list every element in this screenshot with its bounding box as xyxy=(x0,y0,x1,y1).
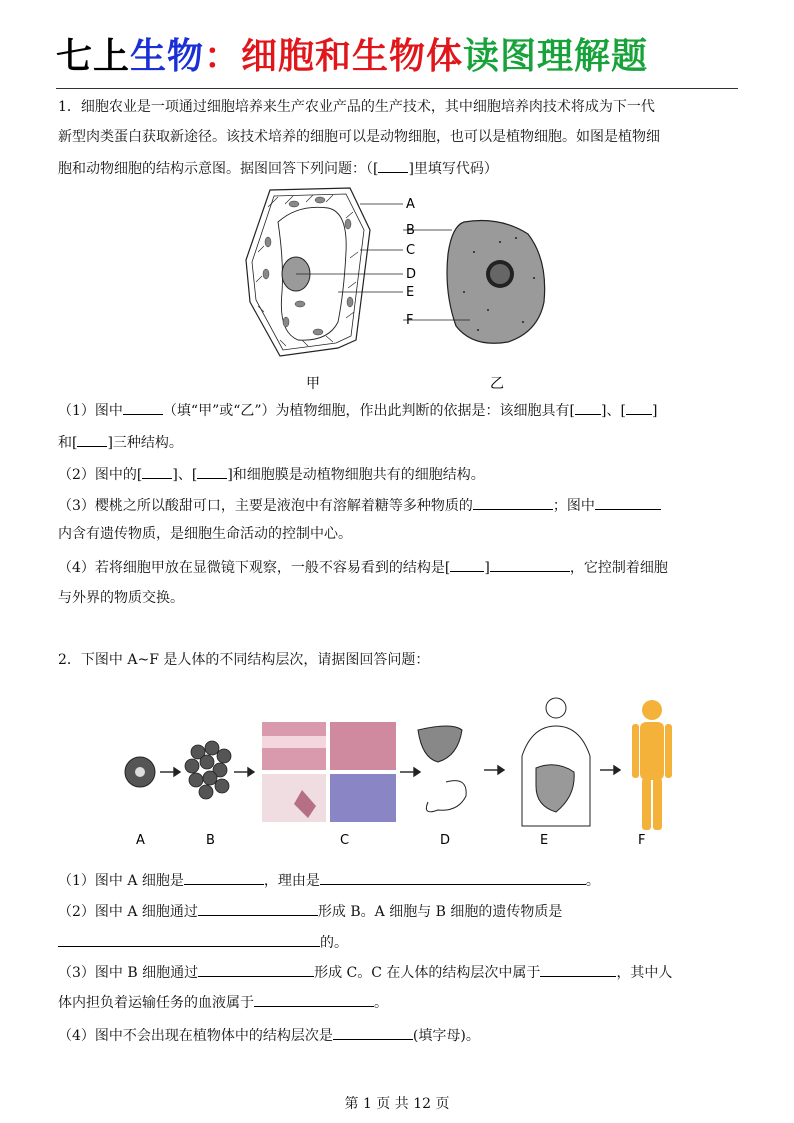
figure-label-d: D xyxy=(406,267,417,282)
level-label-b: B xyxy=(206,833,215,848)
title-subject: 生物 xyxy=(130,36,205,77)
caption-jia: 甲 xyxy=(306,376,320,392)
q1-intro-line-3: 胞和动物细胞的结构示意图。据图回答下列问题：（[ ]里填写代码） xyxy=(58,157,740,179)
level-label-a: A xyxy=(136,833,145,848)
answer-blank[interactable] xyxy=(595,494,661,510)
q1-part4-line2: 与外界的物质交换。 xyxy=(58,590,184,606)
code-blank[interactable] xyxy=(575,399,601,415)
human-body-f-image xyxy=(632,700,672,830)
q2-part2-line1: （2）图中 A 细胞通过 形成 B。A 细胞与 B 细胞的遗传物质是 xyxy=(58,900,740,922)
caption-yi: 乙 xyxy=(490,376,504,392)
q1-part2: （2）图中的[ ]、[ ]和细胞膜是动植物细胞共有的细胞结构。 xyxy=(58,463,740,485)
cell-diagram xyxy=(238,182,558,394)
q1-part4-line1: （4）若将细胞甲放在显微镜下观察，一般不容易看到的结构是[ ] ，它控制着细胞 xyxy=(58,556,740,578)
code-blank[interactable] xyxy=(197,463,227,479)
page-number: 第 1 页 共 12 页 xyxy=(344,1096,450,1112)
q2-part3-line1: （3）图中 B 细胞通过 形成 C。C 在人体的结构层次中属于 ，其中人 xyxy=(58,961,740,983)
body-levels-diagram xyxy=(112,686,692,852)
q2-intro: 2．下图中 A~F 是人体的不同结构层次，请据图回答问题： xyxy=(58,652,430,668)
q2-part4: （4）图中不会出现在植物体中的结构层次是 (填字母)。 xyxy=(58,1024,740,1046)
figure-label-a: A xyxy=(406,197,415,212)
title-divider xyxy=(56,88,738,89)
answer-blank[interactable] xyxy=(333,1024,413,1040)
answer-blank[interactable] xyxy=(198,961,314,977)
q1-intro-line-2: 新型肉类蛋白获取新途径。该技术培养的细胞可以是动物细胞，也可以是植物细胞。如图是植物细 xyxy=(58,129,660,145)
answer-blank[interactable] xyxy=(473,494,553,510)
level-label-d: D xyxy=(440,833,451,848)
page-title xyxy=(56,28,756,80)
organs-d-image xyxy=(418,726,466,812)
code-blank[interactable] xyxy=(450,556,484,572)
figure-label-e: E xyxy=(406,285,415,300)
answer-blank[interactable] xyxy=(320,869,586,885)
code-blank[interactable] xyxy=(142,463,172,479)
title-topic: ：细胞和生物体 xyxy=(204,36,464,77)
answer-blank[interactable] xyxy=(198,900,318,916)
answer-blank[interactable] xyxy=(184,869,264,885)
level-label-e: E xyxy=(540,833,549,848)
title-type: 读图理解题 xyxy=(463,36,649,77)
level-label-f: F xyxy=(638,833,646,848)
figure-label-c: C xyxy=(406,243,416,258)
tissues-c-image xyxy=(262,722,396,822)
answer-blank[interactable] xyxy=(490,556,570,572)
figure-label-f: F xyxy=(406,313,414,328)
cell-cluster-b-image xyxy=(185,741,231,799)
q1-intro-line-1: 1．细胞农业是一项通过细胞培养来生产农业产品的生产技术，其中细胞培养肉技术将成为下一代 xyxy=(58,99,655,115)
answer-blank[interactable] xyxy=(540,961,616,977)
q2-part1: （1）图中 A 细胞是 ，理由是 。 xyxy=(58,869,740,891)
q2-part3-line2: 体内担负着运输任务的血液属于 。 xyxy=(58,991,740,1013)
title-grade: 七上 xyxy=(56,36,131,77)
answer-blank[interactable] xyxy=(254,991,374,1007)
q1-part3-line1: （3）樱桃之所以酸甜可口，主要是液泡中有溶解着糖等多种物质的 ；图中 xyxy=(58,494,740,516)
code-blank[interactable] xyxy=(77,431,107,447)
q2-part2-line2: 的。 xyxy=(58,931,740,953)
level-label-c: C xyxy=(340,833,350,848)
digestive-system-e-image xyxy=(522,698,590,826)
q1-part1-line2: 和[ ]三种结构。 xyxy=(58,431,740,453)
code-blank[interactable] xyxy=(626,399,652,415)
answer-blank[interactable] xyxy=(58,931,320,947)
bracket-blank xyxy=(378,157,408,173)
q1-part3-line2: 内含有遗传物质，是细胞生命活动的控制中心。 xyxy=(58,526,352,542)
answer-blank[interactable] xyxy=(123,399,163,415)
q1-part1-line1: （1）图中 （填“甲”或“乙”）为植物细胞，作出此判断的依据是：该细胞具有[ ]、[ ] xyxy=(58,399,740,421)
figure-label-b: B xyxy=(406,223,415,238)
